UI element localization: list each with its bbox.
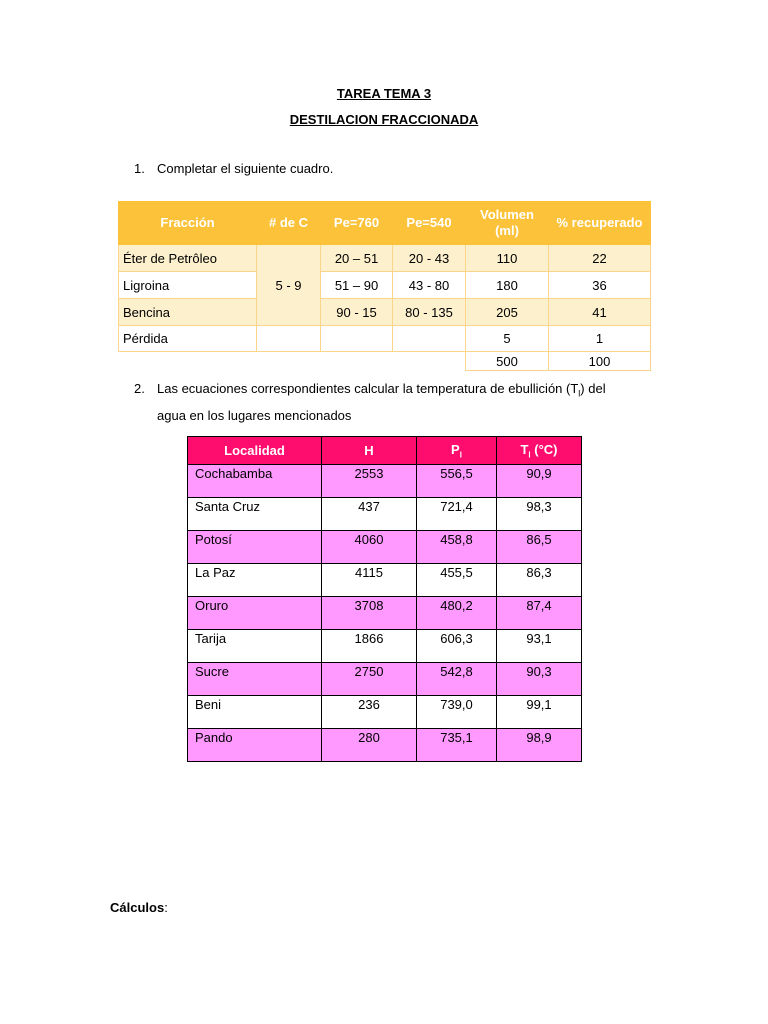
cell-pe760: 90 - 15 bbox=[321, 299, 393, 326]
header-num-carbon: # de C bbox=[257, 202, 321, 245]
cell-h: 3708 bbox=[322, 597, 417, 630]
cell-localidad: Oruro bbox=[188, 597, 322, 630]
table-row bbox=[188, 597, 582, 630]
table-row bbox=[119, 272, 651, 299]
cell-recuperado: 1 bbox=[549, 326, 651, 352]
cell-localidad: Potosí bbox=[188, 531, 322, 564]
fractions-table bbox=[118, 201, 651, 371]
question-1 bbox=[134, 158, 654, 180]
question-2-line1-end: ) del bbox=[580, 381, 606, 396]
question-2-number: 2. bbox=[134, 381, 145, 396]
table-row bbox=[119, 326, 651, 352]
question-2-line2: agua en los lugares mencionados bbox=[157, 407, 352, 423]
cell-p: 542,8 bbox=[417, 663, 497, 696]
cell-p: 606,3 bbox=[417, 630, 497, 663]
cell-volumen: 180 bbox=[466, 272, 549, 299]
total-recuperado: 100 bbox=[549, 352, 651, 371]
table-row bbox=[188, 465, 582, 498]
cell-h: 4115 bbox=[322, 564, 417, 597]
cell-carbon-range: 5 - 9 bbox=[257, 245, 321, 326]
header-pe760: Pe=760 bbox=[321, 202, 393, 245]
cell-volumen: 5 bbox=[466, 326, 549, 352]
table-row bbox=[188, 729, 582, 762]
cell-pe540: 20 - 43 bbox=[393, 245, 466, 272]
cell-t: 98,3 bbox=[497, 498, 582, 531]
cell-pe760: 20 – 51 bbox=[321, 245, 393, 272]
cell-localidad: Beni bbox=[188, 696, 322, 729]
cell-p: 455,5 bbox=[417, 564, 497, 597]
document-subtitle: DESTILACION FRACCIONADA bbox=[289, 112, 479, 127]
cell-p: 739,0 bbox=[417, 696, 497, 729]
table-row bbox=[119, 245, 651, 272]
header-h: H bbox=[322, 437, 417, 465]
cell-h: 1866 bbox=[322, 630, 417, 663]
table-row bbox=[188, 630, 582, 663]
cell-t: 86,5 bbox=[497, 531, 582, 564]
document-title: TAREA TEMA 3 bbox=[336, 86, 432, 101]
cell-empty bbox=[257, 326, 321, 352]
cell-t: 90,3 bbox=[497, 663, 582, 696]
cell-h: 280 bbox=[322, 729, 417, 762]
cell-h: 4060 bbox=[322, 531, 417, 564]
cell-localidad: Tarija bbox=[188, 630, 322, 663]
table-row bbox=[188, 564, 582, 597]
table-row bbox=[188, 498, 582, 531]
question-2 bbox=[134, 378, 654, 424]
cell-pe760 bbox=[321, 326, 393, 352]
cell-localidad: Cochabamba bbox=[188, 465, 322, 498]
table-row bbox=[188, 531, 582, 564]
cell-fraccion: Ligroina bbox=[119, 272, 257, 299]
cell-h: 437 bbox=[322, 498, 417, 531]
cell-t: 90,9 bbox=[497, 465, 582, 498]
cell-t: 87,4 bbox=[497, 597, 582, 630]
question-1-text: Completar el siguiente cuadro. bbox=[157, 161, 334, 176]
question-2-line1: Las ecuaciones correspondientes calcular la temperatura de ebullición (T bbox=[157, 381, 579, 396]
table-row bbox=[119, 299, 651, 326]
table-row bbox=[188, 663, 582, 696]
header-fraccion: Fracción bbox=[119, 202, 257, 245]
cell-localidad: La Paz bbox=[188, 564, 322, 597]
cell-fraccion: Bencina bbox=[119, 299, 257, 326]
header-volumen: Volumen (ml) bbox=[466, 202, 549, 245]
question-2-subscript: l bbox=[578, 388, 581, 399]
cell-blank bbox=[119, 352, 466, 371]
header-p: $P_l$ bbox=[417, 437, 497, 465]
header-recuperado: % recuperado bbox=[549, 202, 651, 245]
cell-t: 93,1 bbox=[497, 630, 582, 663]
cell-p: 458,8 bbox=[417, 531, 497, 564]
boiling-table bbox=[187, 436, 582, 762]
total-volumen: 500 bbox=[466, 352, 549, 371]
cell-localidad: Pando bbox=[188, 729, 322, 762]
cell-h: 2553 bbox=[322, 465, 417, 498]
cell-t: 99,1 bbox=[497, 696, 582, 729]
cell-fraccion: Éter de Petrôleo bbox=[119, 245, 257, 272]
cell-recuperado: 36 bbox=[549, 272, 651, 299]
cell-p: 480,2 bbox=[417, 597, 497, 630]
cell-pe760: 51 – 90 bbox=[321, 272, 393, 299]
table-row bbox=[188, 696, 582, 729]
header-t: $T_l$ (°C) bbox=[497, 437, 582, 465]
cell-t: 86,3 bbox=[497, 564, 582, 597]
totals-row bbox=[119, 352, 651, 371]
cell-recuperado: 22 bbox=[549, 245, 651, 272]
cell-h: 236 bbox=[322, 696, 417, 729]
cell-pe540: 43 - 80 bbox=[393, 272, 466, 299]
fractions-table-header bbox=[119, 202, 651, 245]
question-1-number: 1. bbox=[134, 161, 145, 176]
cell-volumen: 110 bbox=[466, 245, 549, 272]
boiling-table-header bbox=[188, 437, 582, 465]
cell-t: 98,9 bbox=[497, 729, 582, 762]
cell-h: 2750 bbox=[322, 663, 417, 696]
cell-pe540: 80 - 135 bbox=[393, 299, 466, 326]
cell-p: 735,1 bbox=[417, 729, 497, 762]
cell-p: 556,5 bbox=[417, 465, 497, 498]
cell-recuperado: 41 bbox=[549, 299, 651, 326]
calculos-colon: : bbox=[164, 900, 168, 915]
cell-localidad: Santa Cruz bbox=[188, 498, 322, 531]
calculos-label bbox=[110, 900, 168, 915]
cell-p: 721,4 bbox=[417, 498, 497, 531]
header-localidad: Localidad bbox=[188, 437, 322, 465]
header-pe540: Pe=540 bbox=[393, 202, 466, 245]
question-2-text bbox=[157, 378, 657, 427]
cell-localidad: Sucre bbox=[188, 663, 322, 696]
calculos-label-text: Cálculos bbox=[110, 900, 165, 915]
cell-pe540 bbox=[393, 326, 466, 352]
cell-fraccion: Pérdida bbox=[119, 326, 257, 352]
cell-volumen: 205 bbox=[466, 299, 549, 326]
